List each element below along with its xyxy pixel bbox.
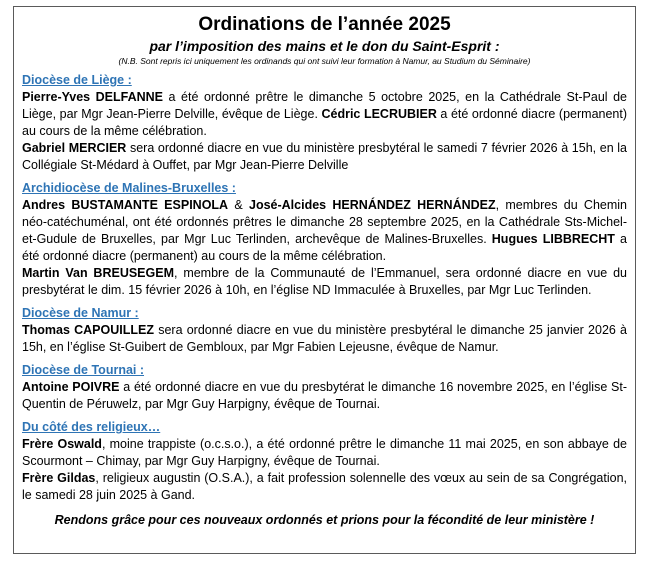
- ordination-entry: [22, 197, 627, 265]
- entry-text: , moine trappiste (o.c.s.o.), a été ordonné prêtre le dimanche 11 mai 2025, en son abbaye de Scourmont – Chimay, par Mgr Guy Harpigny, évêque de Tournai.: [22, 437, 627, 468]
- ordinand-name: Frère Gildas: [22, 471, 96, 485]
- formation-note: (N.B. Sont repris ici uniquement les ordinands qui ont suivi leur formation à Namur, au Studium du Séminaire): [118, 56, 531, 66]
- entry-text: , religieux augustin (O.S.A.), a fait profession solennelle des vœux au sein de sa Congrégation, le samedi 28 juin 2025 à Gand.: [22, 471, 628, 502]
- ordinand-name: Cédric LECRUBIER: [321, 107, 437, 121]
- closing-prayer: Rendons grâce pour ces nouveaux ordonnés et prions pour la fécondité de leur ministère !: [54, 513, 595, 527]
- ordination-entry: [22, 140, 627, 174]
- diocese-section: [22, 72, 627, 174]
- document-frame: [13, 6, 636, 554]
- diocese-section: [22, 362, 627, 413]
- section-heading: Du côté des religieux…: [22, 420, 161, 434]
- entry-text: sera ordonné diacre en vue du ministère presbytéral le dimanche 25 janvier 2026 à 15h, en l’église St-Guibert de Gembloux, par Mgr Fabien Lejeusne, évêque de Namur.: [22, 323, 627, 354]
- ordination-entry: [22, 379, 627, 413]
- page-subtitle: par l’imposition des mains et le don du Saint-Esprit :: [149, 38, 500, 54]
- ordinand-name: Gabriel MERCIER: [22, 141, 127, 155]
- ordinand-name: Pierre-Yves DELFANNE: [22, 90, 164, 104]
- section-heading: Archidiocèse de Malines-Bruxelles :: [22, 181, 236, 195]
- entry-text: &: [228, 198, 249, 212]
- entry-text: , membre de la Communauté de l’Emmanuel, sera ordonné diacre en vue du presbytérat le dim. 15 février 2026 à 10h, en l’église ND Immaculée à Bruxelles, par Mgr Luc Terlinden.: [22, 266, 627, 297]
- ordinand-name: Martin Van BREUSEGEM: [22, 266, 174, 280]
- diocese-section: [22, 180, 627, 299]
- ordination-entry: [22, 89, 627, 140]
- ordinand-name: Thomas CAPOUILLEZ: [22, 323, 154, 337]
- entry-text: a été ordonné diacre (permanent) au cours de la même célébration.: [22, 232, 627, 263]
- entry-text: a été ordonné prêtre le dimanche 5 octobre 2025, en la Cathédrale St-Paul de Liège, par Mgr Jean-Pierre Delville, évêque de Liège.: [22, 90, 627, 121]
- ordination-entry: [22, 470, 627, 504]
- section-heading: Diocèse de Namur :: [22, 306, 139, 320]
- section-heading: Diocèse de Tournai :: [22, 363, 145, 377]
- ordinand-name: José-Alcides HERNÁNDEZ HERNÁNDEZ: [249, 198, 496, 212]
- page-title: Ordinations de l’année 2025: [198, 14, 451, 35]
- diocese-section: [22, 419, 627, 504]
- sections-container: [22, 72, 627, 504]
- entry-text: sera ordonné diacre en vue du ministère presbytéral le samedi 7 février 2026 à 15h, en la Collégiale St-Médard à Ouffet, par Mgr Jean-Pierre Delville: [22, 141, 627, 172]
- entry-text: a été ordonné diacre en vue du presbytérat le dimanche 16 novembre 2025, en l’église St-Quentin de Péruwelz, par Mgr Guy Harpigny, évêque de Tournai.: [22, 380, 627, 411]
- ordinand-name: Andres BUSTAMANTE ESPINOLA: [22, 198, 229, 212]
- entry-text: , membres du Chemin néo-catéchuménal, ont été ordonnés prêtres le dimanche 28 septembre 2025, en la Cathédrale Sts-Michel-et-Gudule de Bruxelles, par Mgr Luc Terlinden, archevêque de Malines-Bruxelles.: [22, 198, 627, 246]
- ordinand-name: Hugues LIBBRECHT: [491, 232, 615, 246]
- ordinand-name: Antoine POIVRE: [22, 380, 120, 394]
- ordinand-name: Frère Oswald: [22, 437, 102, 451]
- entry-text: a été ordonné diacre (permanent) au cours de la même célébration.: [22, 107, 628, 138]
- diocese-section: [22, 305, 627, 356]
- section-heading: Diocèse de Liège :: [22, 73, 132, 87]
- ordination-entry: [22, 436, 627, 470]
- ordination-entry: [22, 265, 627, 299]
- ordination-entry: [22, 322, 627, 356]
